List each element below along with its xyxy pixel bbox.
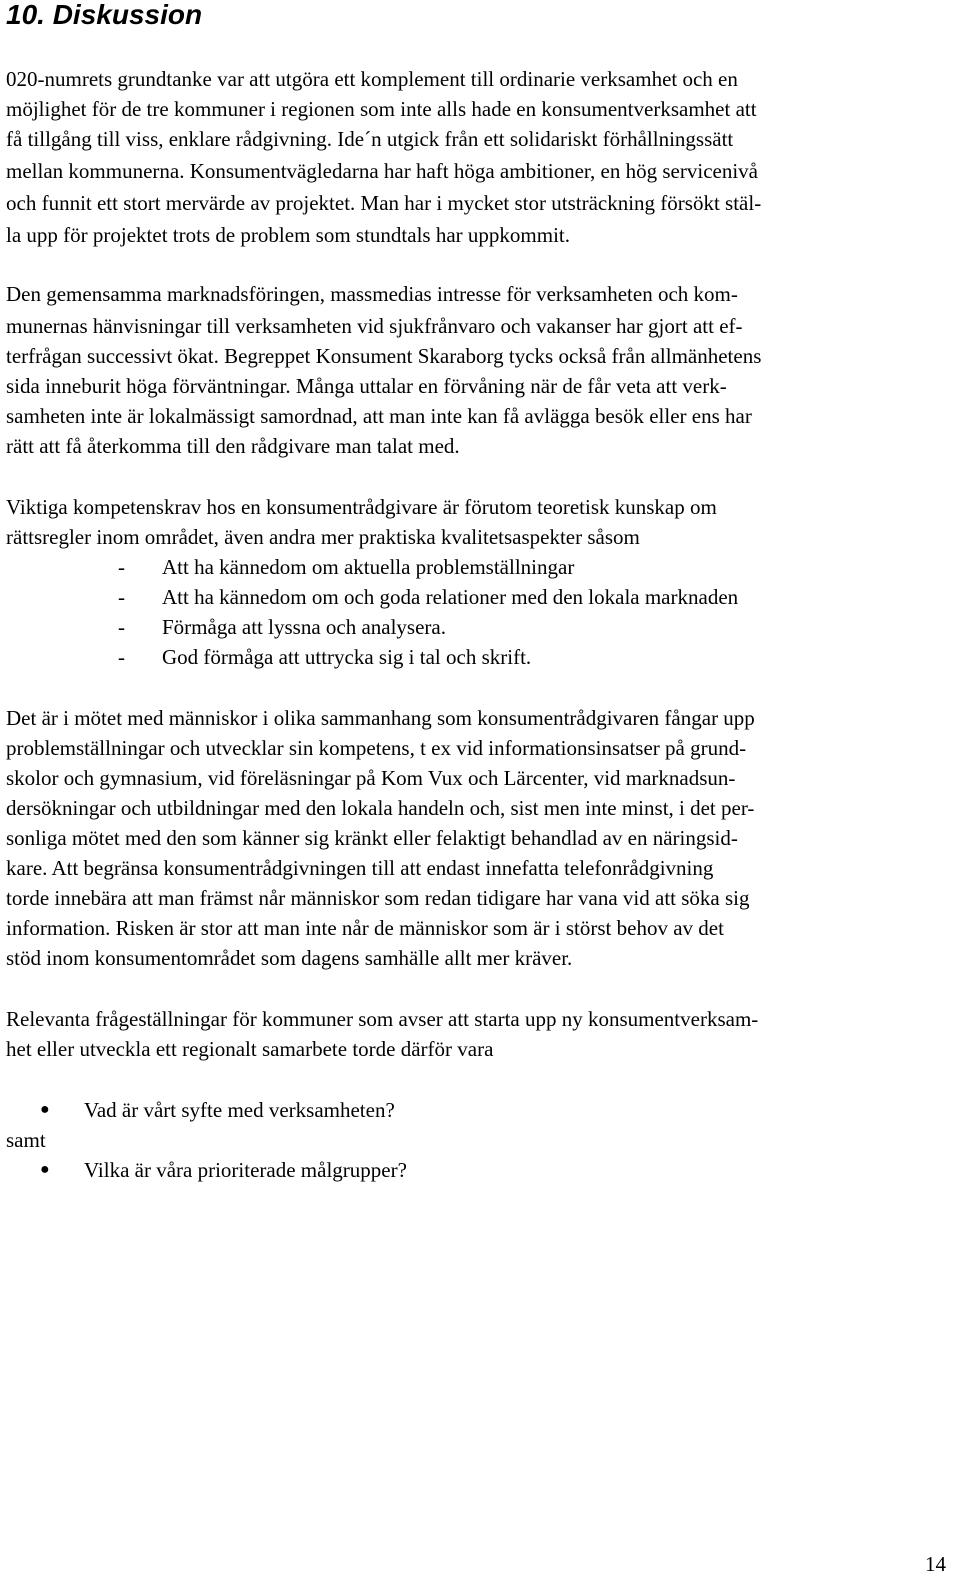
dash-marker: - [118, 555, 125, 579]
question-text: Vad är vårt syfte med verksamheten? [84, 1098, 395, 1122]
bullet-icon: ● [40, 1161, 50, 1178]
text-line: dersökningar och utbildningar med den lokala handeln och, sist men inte minst, i det per- [6, 796, 755, 820]
text-line: terfrågan successivt ökat. Begreppet Konsument Skaraborg tycks också från allmänhetens [6, 344, 762, 368]
text-line: munernas hänvisningar till verksamheten vid sjukfrånvaro och vakanser har gjort att ef- [6, 314, 743, 338]
text-line: mellan kommunerna. Konsumentvägledarna har haft höga ambitioner, en hög servicenivå [6, 159, 758, 183]
text-line: sida inneburit höga förväntningar. Många uttalar en förvåning när de får veta att verk- [6, 374, 727, 398]
list-item-text: Att ha kännedom om aktuella problemställningar [162, 555, 575, 579]
text-line: rätt att få återkomma till den rådgivare man talat med. [6, 434, 460, 458]
section-heading: 10. Diskussion [6, 0, 203, 30]
page-number: 14 [925, 1552, 946, 1576]
connector-word: samt [6, 1128, 46, 1152]
text-line: och funnit ett stort mervärde av projektet. Man har i mycket stor utsträckning försökt stäl- [6, 191, 762, 215]
text-line: stöd inom konsumentområdet som dagens samhälle allt mer kräver. [6, 946, 573, 970]
text-line: möjlighet för de tre kommuner i regionen som inte alls hade en konsumentverksamhet att [6, 97, 757, 121]
list-item-text: Förmåga att lyssna och analysera. [162, 615, 446, 639]
text-line: kare. Att begränsa konsumentrådgivningen till att endast innefatta telefonrådgivning [6, 856, 714, 880]
text-line: Det är i mötet med människor i olika sammanhang som konsumentrådgivaren fångar upp [6, 706, 755, 730]
text-line: information. Risken är stor att man inte når de människor som är i störst behov av det [6, 916, 724, 940]
dash-marker: - [118, 615, 125, 639]
text-line: Relevanta frågeställningar för kommuner som avser att starta upp ny konsumentverksam- [6, 1007, 759, 1031]
text-line: problemställningar och utvecklar sin kompetens, t ex vid informationsinsatser på grund- [6, 736, 747, 760]
list-item-text: Att ha kännedom om och goda relationer med den lokala marknaden [162, 585, 739, 609]
text-line: torde innebära att man främst når människor som redan tidigare har vana vid att söka sig [6, 886, 750, 910]
text-line: samheten inte är lokalmässigt samordnad, att man inte kan få avlägga besök eller ens har [6, 404, 752, 428]
bullet-icon: ● [40, 1101, 50, 1118]
text-line: Den gemensamma marknadsföringen, massmedias intresse för verksamheten och kom- [6, 282, 738, 306]
text-line: rättsregler inom området, även andra mer praktiska kvalitetsaspekter såsom [6, 525, 640, 549]
text-line: sonliga mötet med den som känner sig kränkt eller felaktigt behandlad av en näringsid- [6, 826, 738, 850]
text-line: 020-numrets grundtanke var att utgöra ett komplement till ordinarie verksamhet och en [6, 67, 738, 91]
text-line: Viktiga kompetenskrav hos en konsumentrådgivare är förutom teoretisk kunskap om [6, 495, 717, 519]
text-line: skolor och gymnasium, vid föreläsningar på Kom Vux och Lärcenter, vid marknadsun- [6, 766, 736, 790]
text-line: få tillgång till viss, enklare rådgivning. Ide´n utgick från ett solidariskt förhållningssätt [6, 127, 734, 151]
text-line: la upp för projektet trots de problem som stundtals har uppkommit. [6, 223, 570, 247]
list-item-text: God förmåga att uttrycka sig i tal och skrift. [162, 645, 532, 669]
dash-marker: - [118, 645, 125, 669]
text-line: het eller utveckla ett regionalt samarbete torde därför vara [6, 1037, 494, 1061]
question-text: Vilka är våra prioriterade målgrupper? [84, 1158, 407, 1182]
dash-marker: - [118, 585, 125, 609]
